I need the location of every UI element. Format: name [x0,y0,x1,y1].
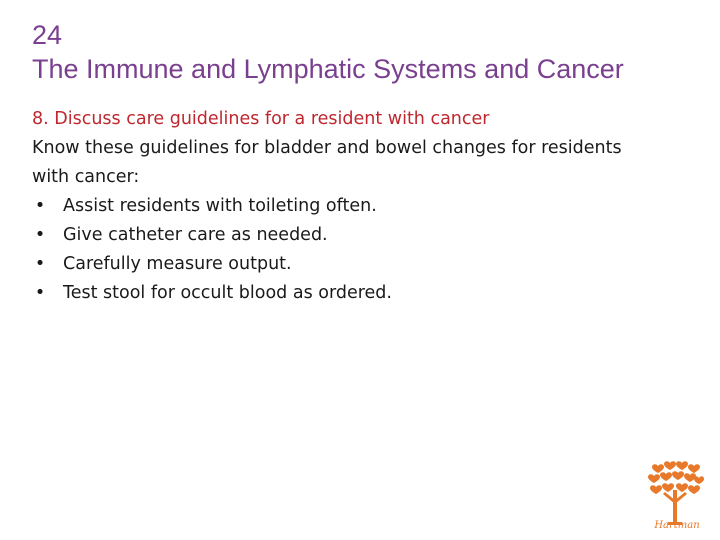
list-item-text: Carefully measure output. [63,254,292,274]
list-item-text: Test stool for occult blood as ordered. [63,283,392,303]
list-item-text: Give catheter care as needed. [63,225,328,245]
list-item-text: Assist residents with toileting often. [63,196,377,216]
bullet-icon: • [34,196,46,216]
bullet-icon: • [34,225,46,245]
slide-title [32,18,624,86]
intro-text: Know these guidelines for bladder and bowel changes for residents with cancer: [32,138,622,187]
list-item [32,279,632,308]
bullet-icon: • [34,283,46,303]
learning-objective: 8. Discuss care guidelines for a resident with cancer [32,109,490,129]
logo-wordmark: Hartman [654,520,700,531]
list-item [32,221,632,250]
list-item [32,250,632,279]
bullet-icon: • [34,254,46,274]
slide-content [32,105,632,308]
guidelines-list [32,192,632,308]
chapter-number: 24 [32,20,63,50]
chapter-title: The Immune and Lymphatic Systems and Cancer [32,54,624,84]
list-item [32,192,632,221]
